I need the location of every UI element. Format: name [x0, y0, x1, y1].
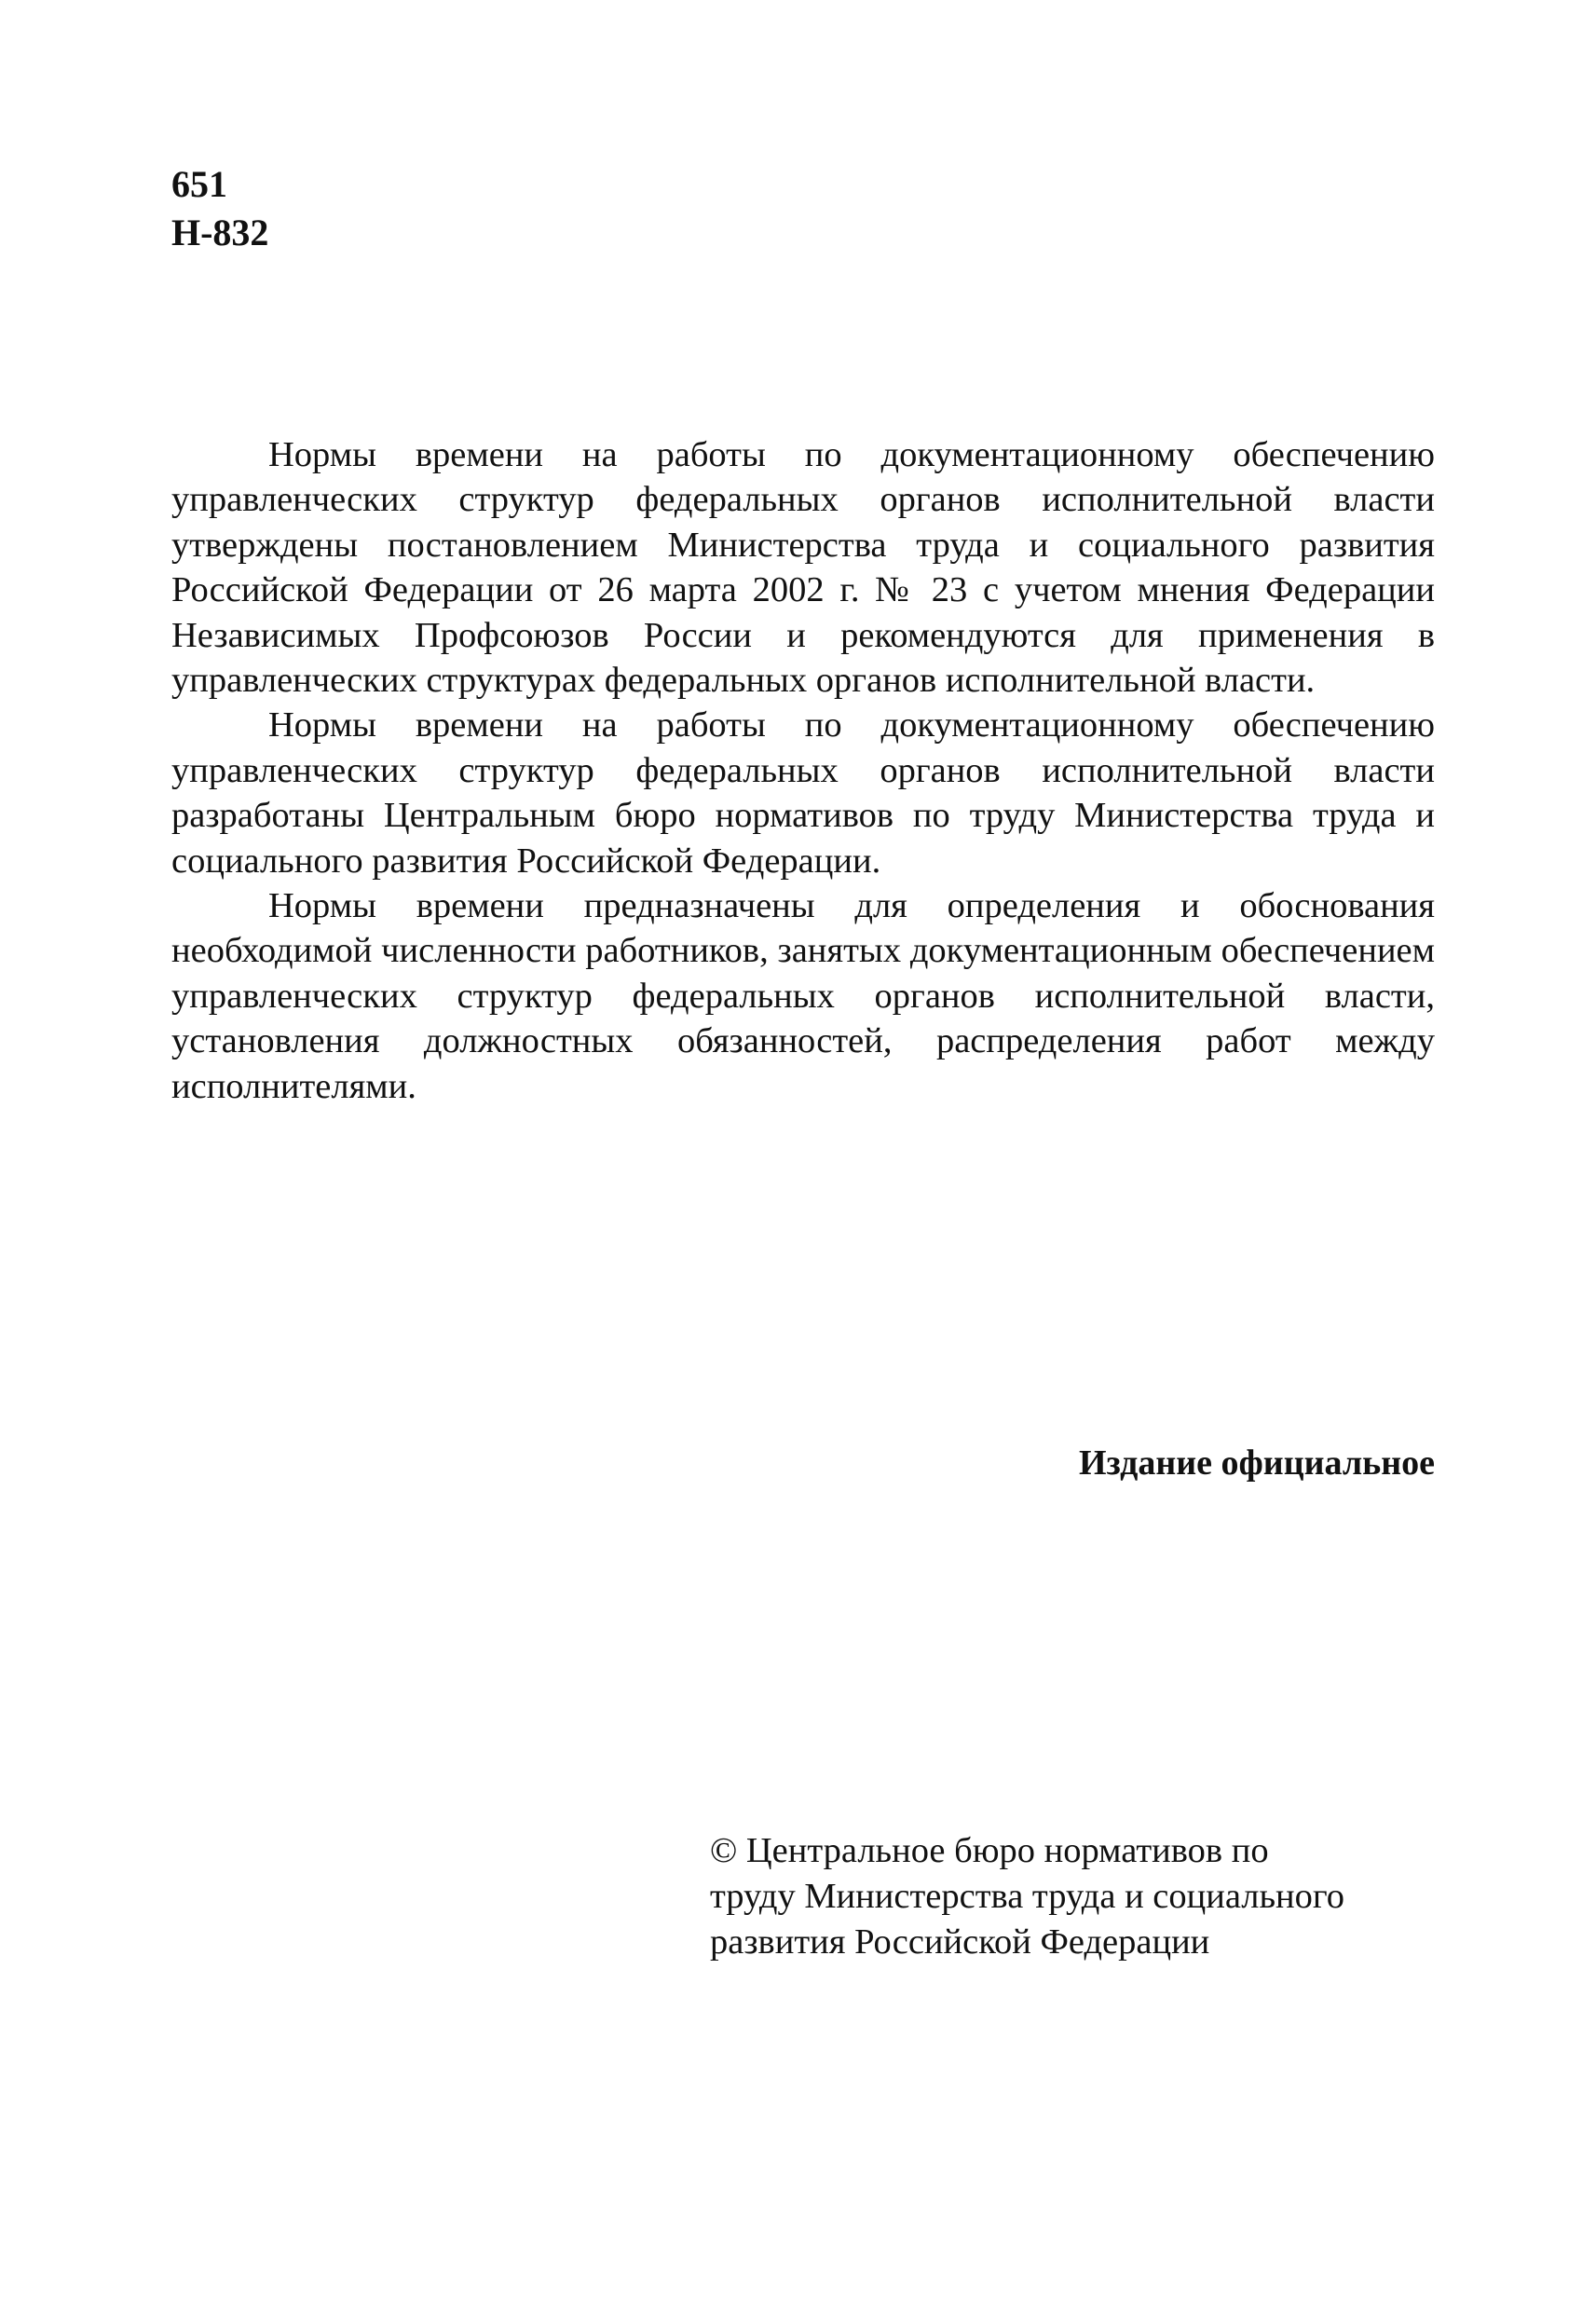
- copyright-line-3: развития Российской Федерации: [710, 1922, 1210, 1962]
- paragraph-purpose: Нормы времени предназначены для определения и обоснования необходимой численности работников, занятых документационным обеспечением управленческих структур федеральных органов исполнительной власти, установления должностных обязанностей, распределения работ между исполнителями.: [171, 886, 1435, 1106]
- copyright-notice: [710, 1828, 1418, 1965]
- document-body: [171, 432, 1435, 1109]
- copyright-line-1: © Центральное бюро нормативов по: [710, 1831, 1269, 1870]
- copyright-line-2: труду Министерства труда и социального: [710, 1877, 1344, 1916]
- official-edition-label: Издание официальное: [1078, 1443, 1435, 1483]
- udc-code: 651: [171, 163, 227, 205]
- bbk-code: Н-832: [171, 212, 269, 253]
- classification-codes: [171, 160, 268, 257]
- paragraph-developer: Нормы времени на работы по документационному обеспечению управленческих структур федеральных органов исполнительной власти разработаны Центральным бюро нормативов по труду Министерства труда и социального развития Российской Федерации.: [171, 705, 1435, 881]
- paragraph-approval: Нормы времени на работы по документационному обеспечению управленческих структур федеральных органов исполнительной власти утверждены постановлением Министерства труда и социального развития Российской Федерации от 26 марта 2002 г. № 23 с учетом мнения Федерации Независимых Профсоюзов России и рекомендуются для применения в управленческих структурах федеральных органов исполнительной власти.: [171, 435, 1435, 701]
